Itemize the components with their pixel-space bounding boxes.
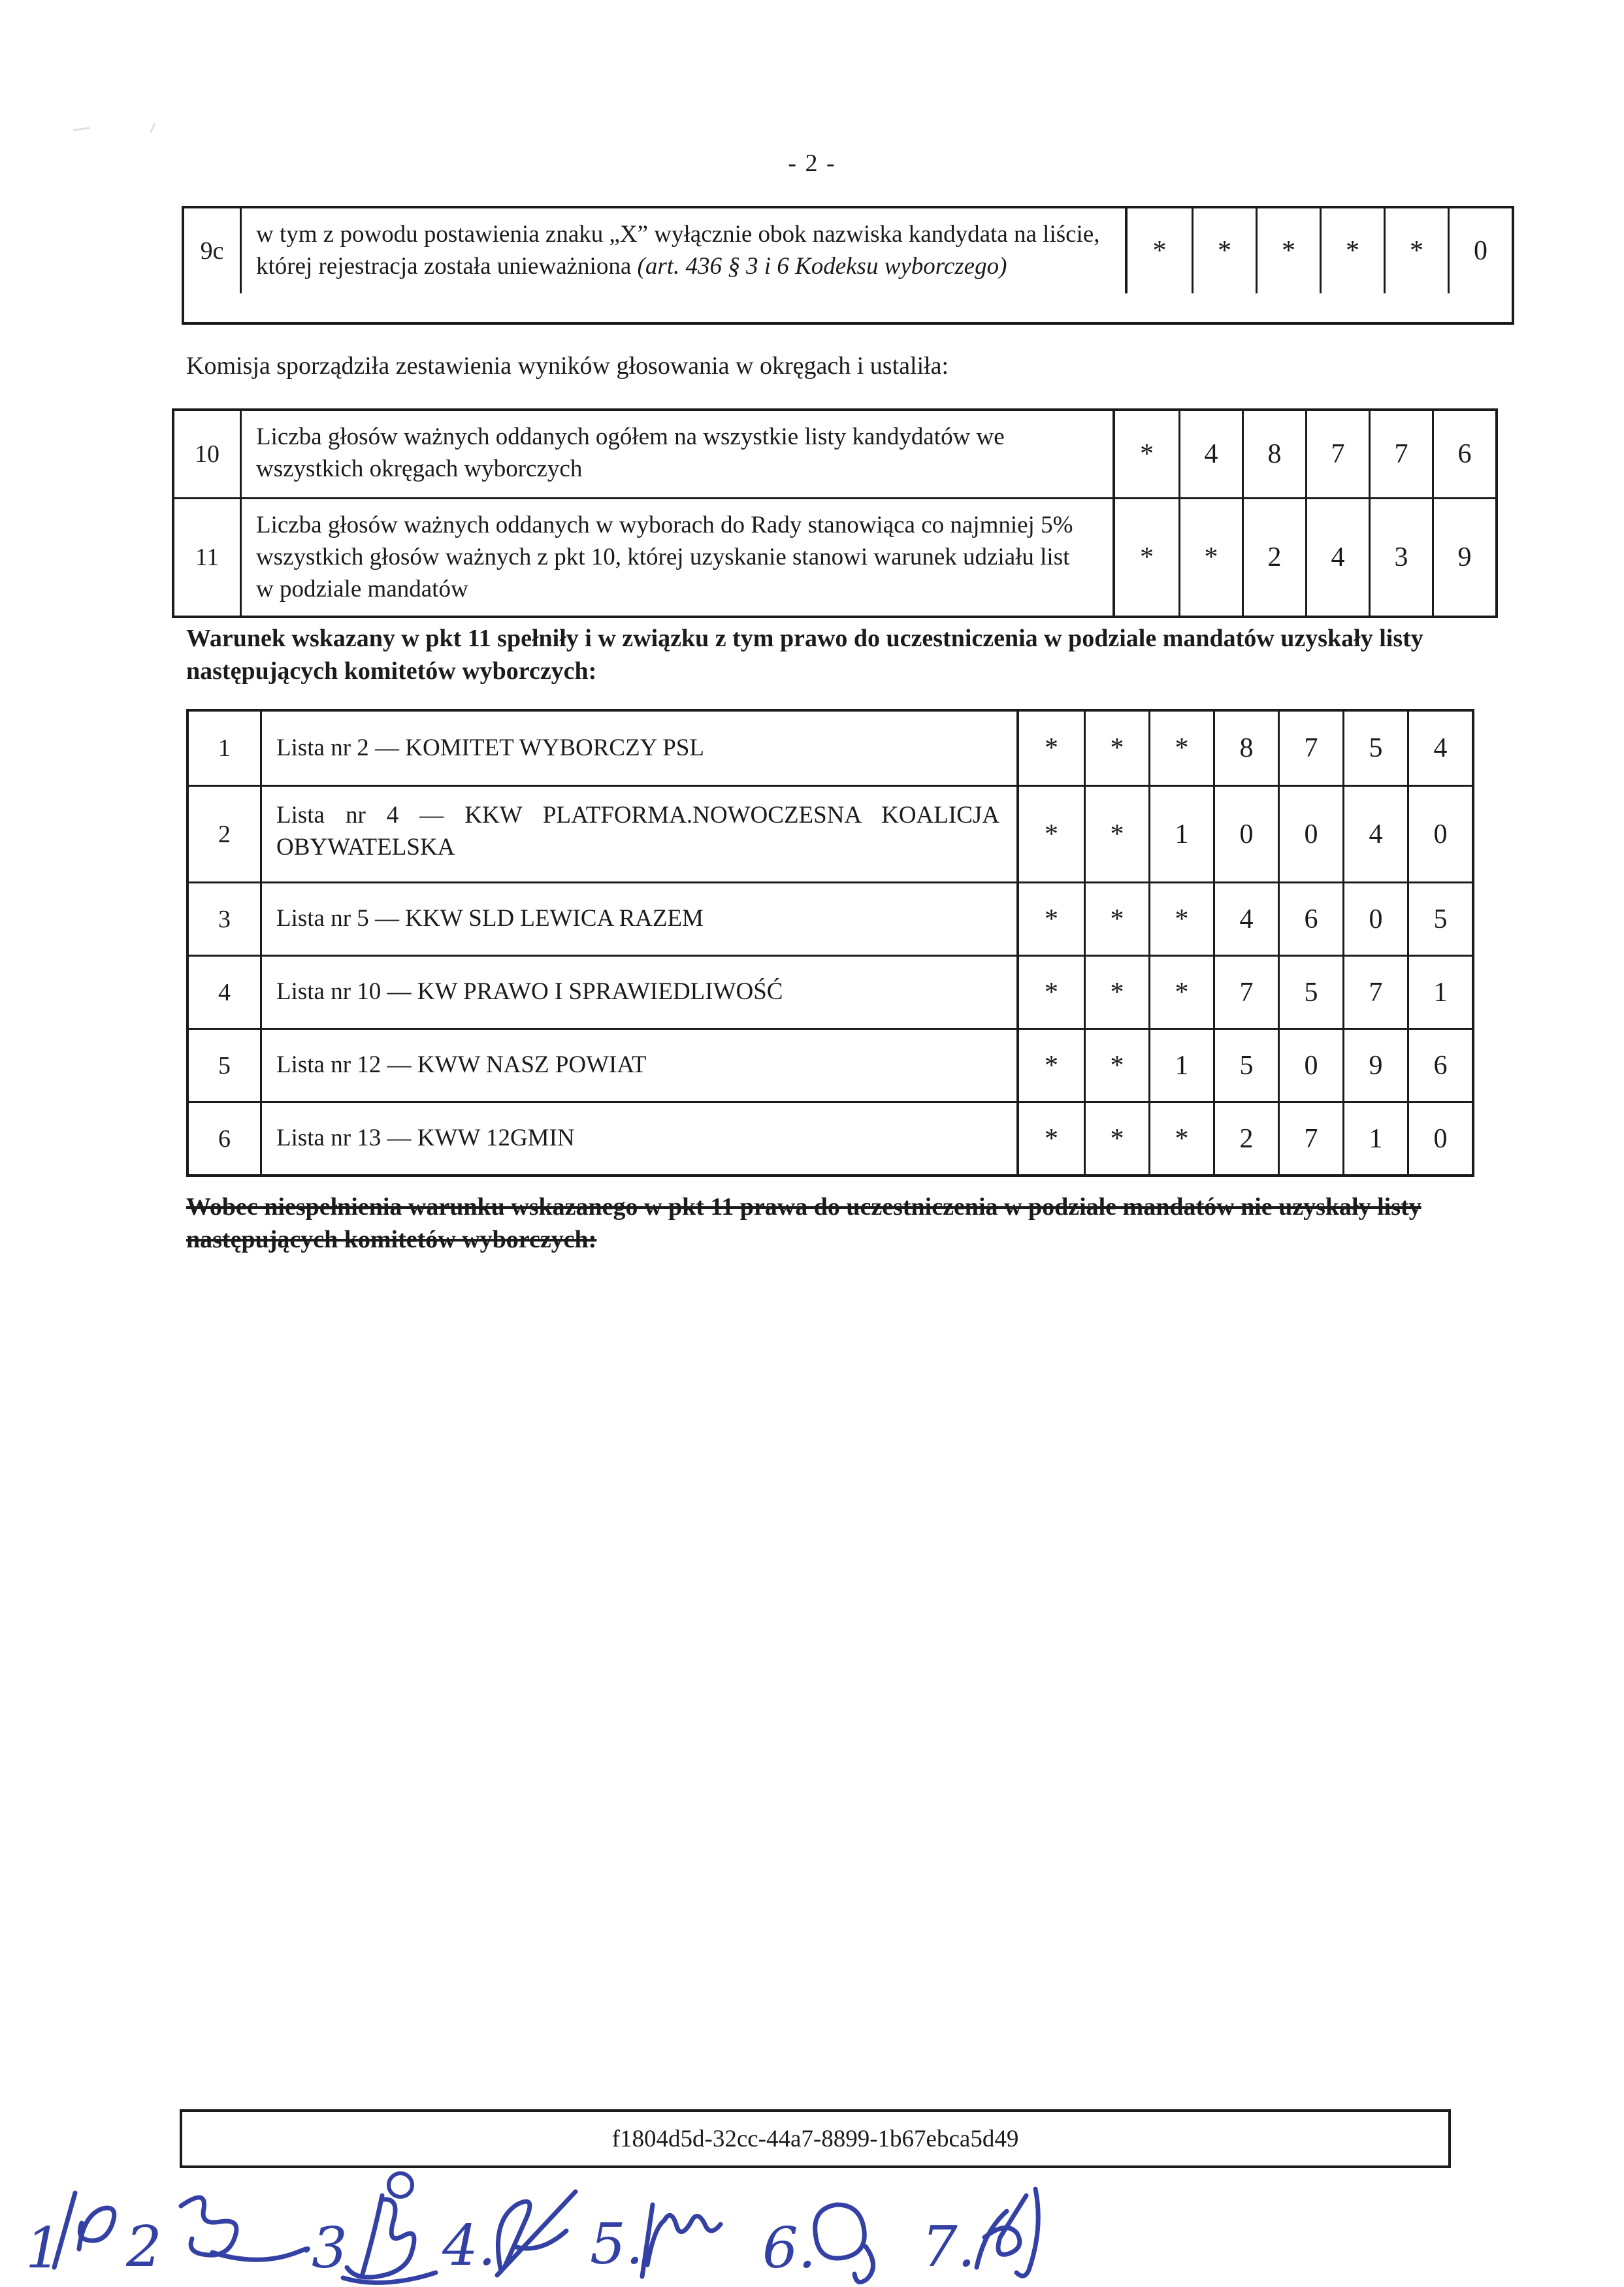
digit-cell: 0 — [1407, 787, 1472, 881]
table-qualified-committees — [186, 709, 1474, 1177]
committee-digit-boxes — [1016, 957, 1472, 1028]
digit-cell: * — [1148, 883, 1213, 955]
digit-cell: * — [1384, 208, 1448, 293]
committee-digit-boxes — [1016, 712, 1472, 785]
committee-row — [189, 955, 1472, 1028]
digit-cell: * — [1152, 235, 1167, 266]
committee-label: Lista nr 10 — KW PRAWO I SPRAWIEDLIWOŚĆ — [276, 978, 783, 1006]
committee-row — [189, 1101, 1472, 1174]
digit-cell: * — [1045, 1050, 1058, 1081]
committee-row — [189, 785, 1472, 881]
digit-cell: 2 — [1213, 1103, 1278, 1174]
signature-number: 4. — [442, 2213, 496, 2279]
signature-number: 5. — [590, 2212, 644, 2277]
digit-cell: * — [1084, 712, 1148, 785]
digit-cell: 9 — [1432, 499, 1495, 616]
committee-digit-boxes — [1016, 787, 1472, 881]
page-number: - 2 - — [788, 150, 836, 177]
committee-digit-boxes — [1016, 1030, 1472, 1101]
committee-label: Lista nr 4 — KKW PLATFORMA.NOWOCZESNA KOALICJA OBYWATELSKA — [276, 802, 999, 861]
signature-stroke — [984, 2196, 1026, 2254]
digit-cell: 0 — [1448, 208, 1512, 293]
strikethrough-text: Wobec niespełnienia warunku wskazanego w pkt 11 prawa do uczestniczenia w podziale mandatów nie uzyskały listy następujących komitetów wyborczych: — [186, 1193, 1421, 1254]
committee-row-number: 5 — [189, 1030, 262, 1101]
table-row — [184, 208, 1512, 293]
digit-cell: 4 — [1305, 499, 1369, 616]
handwritten-signatures — [16, 2168, 1166, 2287]
committee-digit-boxes — [1016, 883, 1472, 955]
digit-cell: 7 — [1278, 712, 1342, 785]
digit-cell: * — [1148, 957, 1213, 1028]
digit-cell: 6 — [1407, 1030, 1472, 1101]
digit-cell: * — [1148, 1103, 1213, 1174]
digit-cell: * — [1256, 208, 1320, 293]
signature-stroke — [647, 2215, 721, 2265]
row-11-description: Liczba głosów ważnych oddanych w wyborach do Rady stanowiąca co najmniej 5% wszystkich głosów ważnych z pkt 10, której uzyskanie stanowi warunek udziału list w podziale mandatów — [256, 512, 1073, 602]
digit-cell: 3 — [1369, 499, 1432, 616]
disqualified-lists-heading-strikethrough — [186, 1191, 1470, 1256]
digit-cell: 8 — [1213, 712, 1278, 785]
digit-cell: * — [1084, 1103, 1148, 1174]
signature-4 — [442, 2192, 576, 2279]
digit-cell: 0 — [1278, 1030, 1342, 1101]
table-row-9c — [182, 206, 1514, 325]
committee-row-number: 2 — [189, 787, 262, 881]
signature-stroke — [498, 2201, 530, 2271]
committee-label: Lista nr 12 — KWW NASZ POWIAT — [276, 1051, 647, 1079]
signature-2 — [125, 2197, 308, 2280]
row-id-10: 10 — [174, 411, 242, 497]
signature-stroke — [815, 2205, 865, 2258]
digit-cell: 4 — [1178, 411, 1242, 497]
signature-6 — [762, 2205, 873, 2282]
digit-cell: 5 — [1278, 957, 1342, 1028]
table-row-10 — [174, 411, 1495, 497]
digit-cell: 0 — [1342, 883, 1407, 955]
committee-row — [189, 1028, 1472, 1101]
digit-cell: 5 — [1407, 883, 1472, 955]
digit-cell: * — [1045, 819, 1058, 849]
intro-paragraph: Komisja sporządziła zestawienia wyników głosowania w okręgach i ustaliła: — [186, 352, 949, 380]
digit-cell: 1 — [1148, 787, 1213, 881]
digit-cell: 1 — [1148, 1030, 1213, 1101]
digit-cell: 5 — [1342, 712, 1407, 785]
digit-cell: 5 — [1213, 1030, 1278, 1101]
digit-cell: * — [1084, 1030, 1148, 1101]
digit-cell: * — [1320, 208, 1384, 293]
committee-row-number: 1 — [189, 712, 262, 785]
digit-cell: * — [1045, 977, 1058, 1008]
table-vote-totals — [172, 408, 1498, 618]
row-id-9c: 9c — [184, 208, 242, 293]
digit-cell: 0 — [1407, 1103, 1472, 1174]
signature-number: 2 — [126, 2214, 162, 2280]
cell-gap — [1119, 208, 1125, 293]
digit-cell: 7 — [1305, 411, 1369, 497]
digit-cell: 7 — [1213, 957, 1278, 1028]
committee-row-number: 6 — [189, 1103, 262, 1174]
digit-cell: 0 — [1278, 787, 1342, 881]
committee-row — [189, 712, 1472, 785]
digit-cell: * — [1140, 542, 1154, 573]
row-id-11: 11 — [174, 499, 242, 616]
digit-cell: * — [1178, 499, 1242, 616]
digit-cell: 4 — [1213, 883, 1278, 955]
document-hash-box — [180, 2109, 1451, 2168]
digit-cell: 4 — [1342, 787, 1407, 881]
signature-number: 3 — [312, 2216, 348, 2281]
row-9c-text: w tym z powodu postawienia znaku „X” wyłącznie obok nazwiska kandydata na liście, której rejestracja została unieważniona — [256, 221, 1100, 280]
committee-label: Lista nr 2 — KOMITET WYBORCZY PSL — [276, 734, 705, 761]
digit-cell: * — [1084, 957, 1148, 1028]
committee-row-number: 3 — [189, 883, 262, 955]
digit-cell: * — [1045, 733, 1058, 763]
signature-1 — [25, 2193, 114, 2281]
row-11-digit-boxes — [1112, 499, 1495, 616]
digit-cell: 1 — [1342, 1103, 1407, 1174]
signature-loop — [389, 2173, 412, 2197]
signature-stroke — [181, 2197, 236, 2255]
signature-3 — [312, 2173, 436, 2282]
digit-cell: 6 — [1278, 883, 1342, 955]
digit-cell: * — [1192, 208, 1256, 293]
row-10-digit-boxes — [1112, 411, 1495, 497]
committee-row-number: 4 — [189, 957, 262, 1028]
digit-cell: 9 — [1342, 1030, 1407, 1101]
document-hash: f1804d5d-32cc-44a7-8899-1b67ebca5d49 — [611, 2125, 1019, 2152]
scan-artifact — [73, 127, 90, 131]
signature-5 — [590, 2205, 721, 2277]
row-9c-digit-boxes — [1125, 208, 1512, 293]
signature-number: 6. — [762, 2216, 817, 2281]
scan-artifact — [150, 123, 155, 133]
digit-cell: * — [1084, 787, 1148, 881]
signature-7 — [922, 2189, 1038, 2280]
committee-label: Lista nr 5 — KKW SLD LEWICA RAZEM — [276, 905, 704, 932]
committee-digit-boxes — [1016, 1103, 1472, 1174]
digit-cell: 8 — [1242, 411, 1305, 497]
digit-cell: * — [1045, 1123, 1058, 1154]
qualified-lists-heading: Warunek wskazany w pkt 11 spełniły i w związku z tym prawo do uczestniczenia w podziale mandatów uzyskały listy następujących komitetów wyborczych: — [186, 625, 1423, 685]
digit-cell: * — [1140, 439, 1154, 469]
signature-number: 1 — [25, 2216, 61, 2281]
digit-cell: 4 — [1407, 712, 1472, 785]
digit-cell: 7 — [1342, 957, 1407, 1028]
row-9c-text-italic: (art. 436 § 3 i 6 Kodeksu wyborczego) — [637, 252, 1007, 280]
signature-number: 7. — [922, 2214, 976, 2280]
signature-stroke — [79, 2208, 114, 2249]
cell-gap — [1107, 411, 1112, 497]
digit-cell: 2 — [1242, 499, 1305, 616]
digit-cell: 7 — [1369, 411, 1432, 497]
digit-cell: * — [1148, 712, 1213, 785]
row-10-description: Liczba głosów ważnych oddanych ogółem na wszystkie listy kandydatów we wszystkich okręgach wyborczych — [256, 423, 1005, 482]
signature-stroke — [363, 2196, 382, 2274]
row-9c-description — [242, 208, 1119, 293]
digit-cell: 7 — [1278, 1103, 1342, 1174]
cell-gap — [1107, 499, 1112, 616]
committee-row — [189, 881, 1472, 955]
digit-cell: 1 — [1407, 957, 1472, 1028]
digit-cell: * — [1045, 904, 1058, 934]
signature-stroke — [977, 2211, 1007, 2267]
committee-label: Lista nr 13 — KWW 12GMIN — [276, 1125, 575, 1152]
digit-cell: 6 — [1432, 411, 1495, 497]
digit-cell: 0 — [1213, 787, 1278, 881]
table-row-11 — [174, 497, 1495, 616]
digit-cell: * — [1084, 883, 1148, 955]
